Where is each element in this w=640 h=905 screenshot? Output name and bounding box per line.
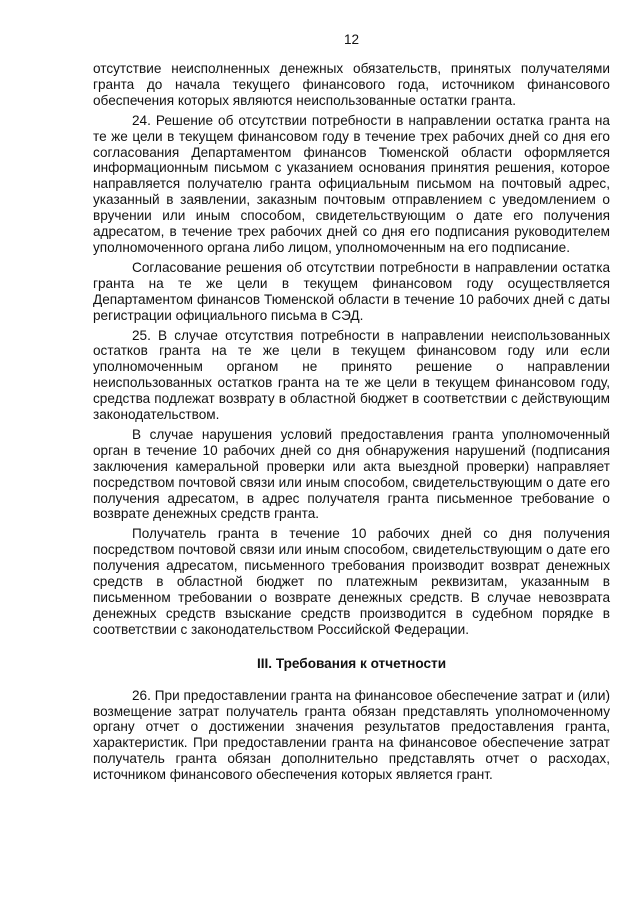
paragraph-25-refund: Получатель гранта в течение 10 рабочих дней со дня получения посредством почтовой связи или иным способом, свидетельствующим о дате его получения адресатом, письменного требования производит возврат денежных средств в областной бюджет по платежным реквизитам, указанным в письменном требовании о возврате денежных средств. В случае невозврата денежных средств взыскание средств производится в судебном порядке в соответствии с законодательством Российской Федерации. <box>93 526 610 637</box>
paragraph-continuation: отсутствие неисполненных денежных обязательств, принятых получателями гранта до начала текущего финансового года, источником финансового обеспечения которых являются неиспользованные остатки гранта. <box>93 61 610 108</box>
paragraph-24-approval: Согласование решения об отсутствии потребности в направлении остатка гранта на те же цели в текущем финансовом году осуществляется Департаментом финансов Тюменской области в течение 10 рабочих дней с даты регистрации официального письма в СЭД. <box>93 259 610 323</box>
paragraph-25: 25. В случае отсутствия потребности в направлении неиспользованных остатков гранта на те же цели в текущем финансовом году или если уполномоченным органом не принято решение о направлении неиспользованных остатков гранта на те же цели в текущем финансовом году, средства подлежат возврату в областной бюджет в соответствии с действующим законодательством. <box>93 327 610 423</box>
paragraph-24: 24. Решение об отсутствии потребности в направлении остатка гранта на те же цели в текущем финансовом году в течение трех рабочих дней со дня его согласования Департаментом финансов Тюменской области оформляется информационным письмом с указанием основания принятия решения, которое направляется получателю гранта официальным письмом на почтовый адрес, указанный в заявлении, заказным почтовым отправлением с уведомлением о вручении или иным способом, свидетельствующим о дате его получения адресатом, в течение трех рабочих дней со дня его подписания руководителем уполномоченного органа либо лицом, уполномоченным на его подписание. <box>93 112 610 255</box>
document-body <box>93 61 610 787</box>
section-heading: III. Требования к отчетности <box>256 655 447 671</box>
paragraph-25-violation: В случае нарушения условий предоставления гранта уполномоченный орган в течение 10 рабочих дней со дня обнаружения нарушений (подписания заключения камеральной проверки или акта выездной проверки) направляет посредством почтовой связи или иным способом, свидетельствующим о дате его получения адресатом, в адрес получателя гранта письменное требование о возврате денежных средств гранта. <box>93 426 610 522</box>
paragraph-26: 26. При предоставлении гранта на финансовое обеспечение затрат и (или) возмещение затрат получатель гранта обязан представлять уполномоченному органу отчет о достижении значения результатов предоставления гранта, характеристик. При предоставлении гранта на финансовое обеспечение затрат получатель гранта обязан дополнительно представлять отчет о расходах, источником финансового обеспечения которых является грант. <box>93 687 610 783</box>
page-number: 12 <box>343 32 360 47</box>
